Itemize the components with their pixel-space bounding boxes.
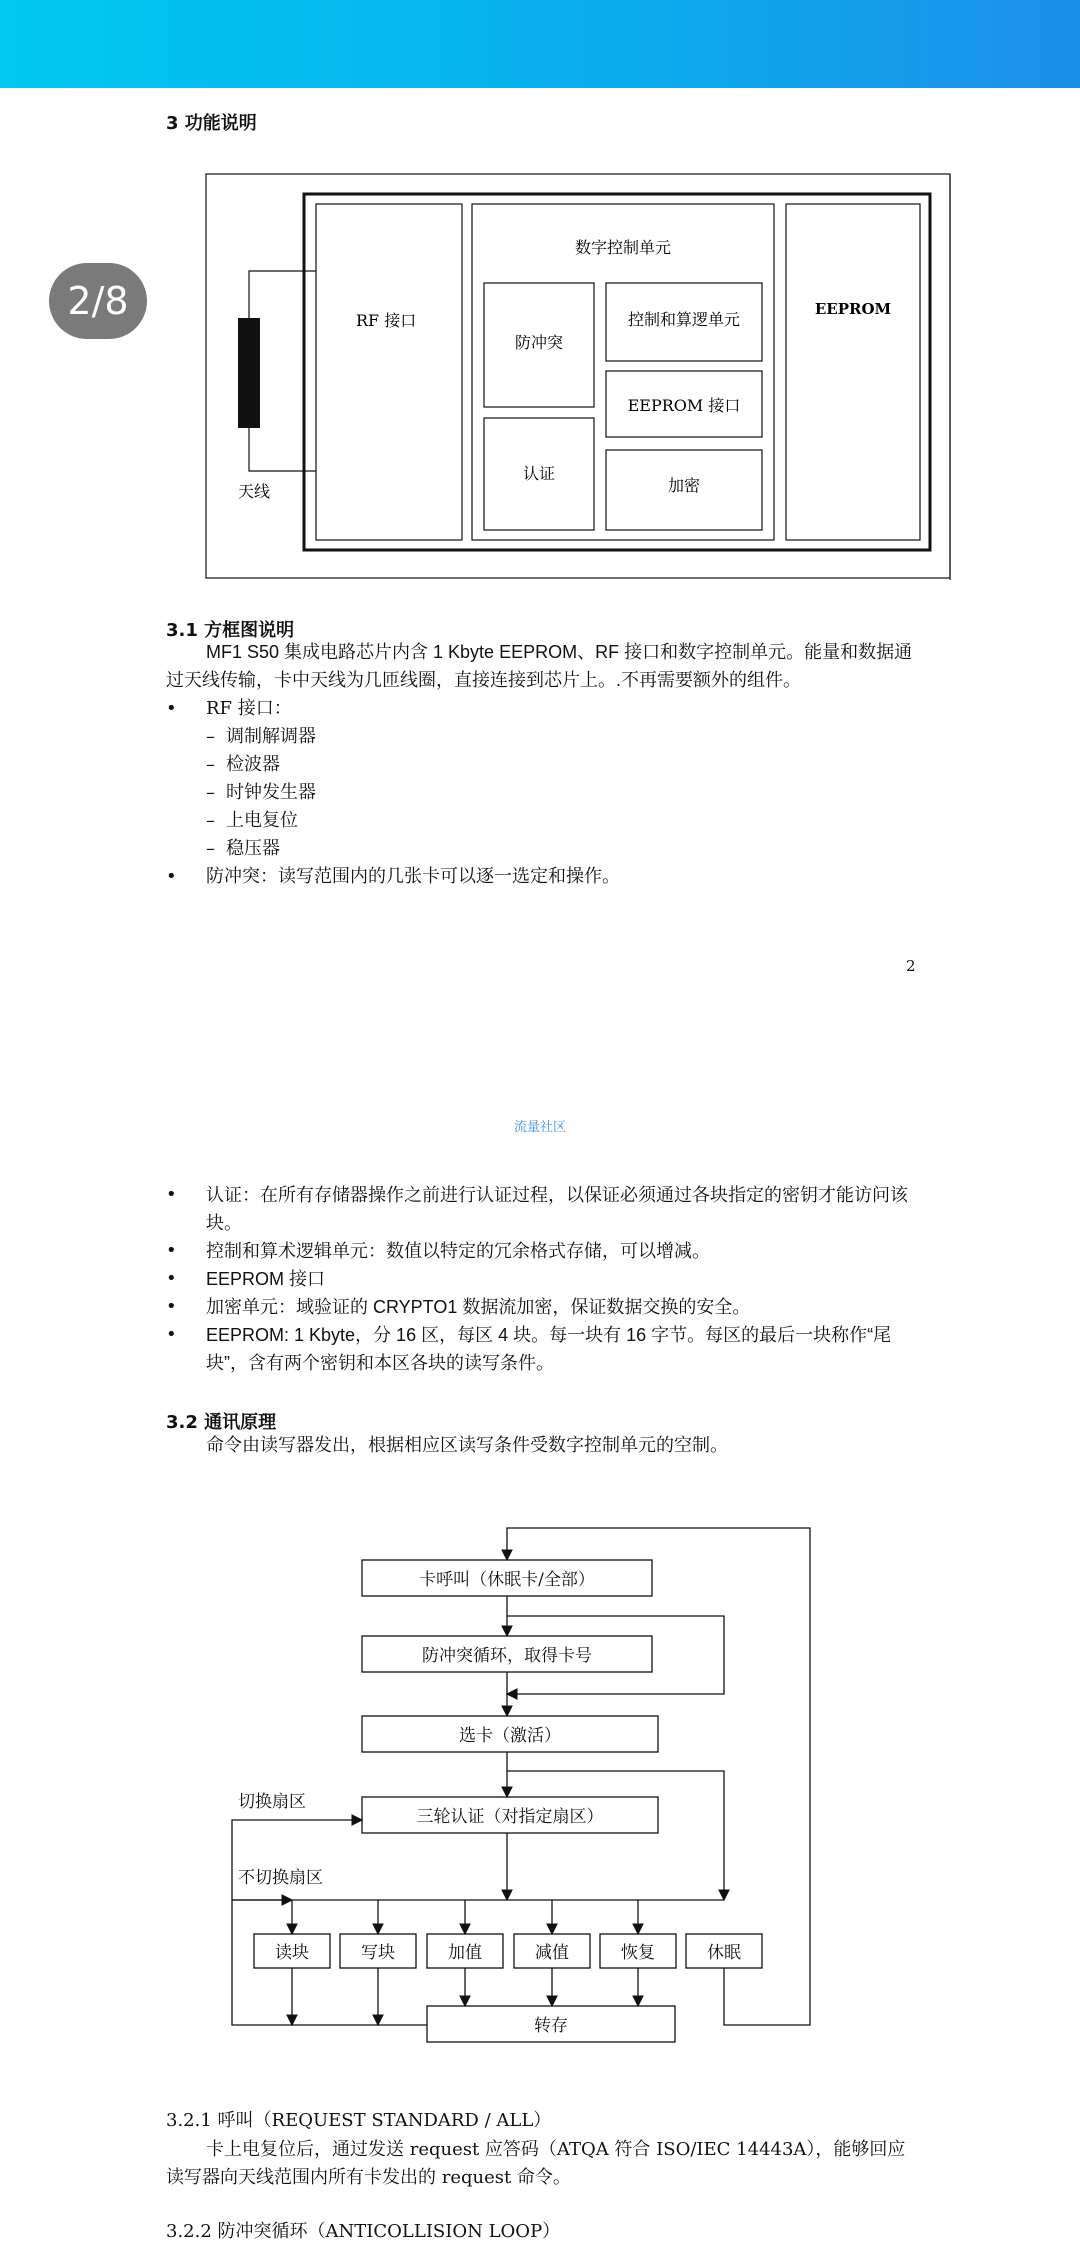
restore-label: 恢复 (621, 1943, 655, 1963)
rf-subitem: – 调制解调器 (206, 723, 806, 751)
top-banner (0, 0, 1080, 88)
anticollision-bullet-list (166, 863, 918, 891)
rf-block (316, 204, 462, 540)
rf-bullet-list (166, 695, 918, 723)
flowchart (0, 1500, 1080, 2060)
rf-sub-list (206, 723, 806, 863)
write-label: 写块 (361, 1943, 395, 1963)
section-3-2-1-title: 3.2.1 呼叫（REQUEST STANDARD / ALL） (166, 2110, 552, 2131)
no-switch-sector-label: 不切换扇区 (238, 1868, 323, 1888)
diagram-frame (206, 174, 950, 578)
list-item: • 加密单元：域验证的 CRYPTO1 数据流加密，保证数据交换的安全。 (166, 1293, 918, 1321)
section-3-2-title: 3.2 通讯原理 (166, 1412, 277, 1433)
page-number: 2 (906, 957, 916, 975)
eeprom-block (786, 204, 920, 540)
antenna-coil (238, 318, 260, 428)
rf-subitem: – 检波器 (206, 751, 806, 779)
rf-subitem: – 上电复位 (206, 807, 806, 835)
halt-label: 休眠 (707, 1943, 741, 1963)
list-item: • EEPROM: 1 Kbyte，分 16 区，每区 4 块。每一块有 16 字节。每区的最后一块称作“尾块”，含有两个密钥和本区各块的读写条件。 (166, 1321, 918, 1377)
section-3-1-intro: MF1 S50 集成电路芯片内含 1 Kbyte EEPROM、RF 接口和数字控制单元。能量和数据通过天线传输，卡中天线为几匝线圈，直接连接到芯片上。.不再需要额外的组件。 (166, 642, 913, 690)
request-label: 卡呼叫（休眠卡/全部） (419, 1570, 595, 1590)
list-item: • 控制和算术逻辑单元：数值以特定的冗余格式存储，可以增减。 (166, 1237, 918, 1265)
section-3-title: 3 功能说明 (166, 113, 257, 134)
digital-control-label: 数字控制单元 (574, 238, 672, 257)
list-item: • EEPROM 接口 (166, 1265, 918, 1293)
auth-label: 认证 (522, 464, 556, 483)
anticollision-loop-label: 防冲突循环，取得卡号 (422, 1646, 592, 1666)
rf-subitem: – 稳压器 (206, 835, 806, 863)
decrement-label: 减值 (535, 1943, 569, 1963)
rf-interface-item: • RF 接口： (166, 695, 918, 723)
eeprom-label: EEPROM (814, 300, 892, 318)
section-3-2-text: 命令由读写器发出，根据相应区读写条件受数字控制单元的空制。 (206, 1435, 728, 1456)
crypto-label: 加密 (667, 476, 701, 495)
transfer-label: 转存 (534, 2016, 568, 2036)
watermark: 流量社区 (514, 1120, 567, 1135)
continued-bullet-list (166, 1181, 918, 1377)
eeprom-interface-label: EEPROM 接口 (627, 396, 741, 415)
antenna-label: 天线 (238, 482, 271, 501)
auth-loop-label: 三轮认证（对指定扇区） (416, 1807, 604, 1827)
select-label: 选卡（激活） (459, 1726, 561, 1746)
increment-label: 加值 (448, 1943, 482, 1963)
section-3-2-1-text: 卡上电复位后，通过发送 request 应答码（ATQA 符合 ISO/IEC 14443A），能够回应读写器向天线范围内所有卡发出的 request 命令。 (166, 2139, 906, 2188)
rf-subitem: – 时钟发生器 (206, 779, 806, 807)
list-item: • 认证：在所有存储器操作之前进行认证过程，以保证必须通过各块指定的密钥才能访问该块。 (166, 1181, 918, 1237)
rf-interface-label: RF 接口 (356, 311, 417, 330)
anticollision-label: 防冲突 (514, 333, 564, 352)
anticollision-item: • 防冲突：读写范围内的几张卡可以逐一选定和操作。 (166, 863, 918, 891)
block-diagram (200, 168, 960, 586)
section-3-2-2-title: 3.2.2 防冲突循环（ANTICOLLISION LOOP） (166, 2221, 561, 2242)
page-indicator-badge[interactable]: 2/8 (49, 263, 147, 339)
control-alu-label: 控制和算逻单元 (627, 310, 741, 329)
switch-sector-label: 切换扇区 (238, 1792, 306, 1812)
read-label: 读块 (275, 1943, 309, 1963)
section-3-1-title: 3.1 方框图说明 (166, 620, 295, 641)
